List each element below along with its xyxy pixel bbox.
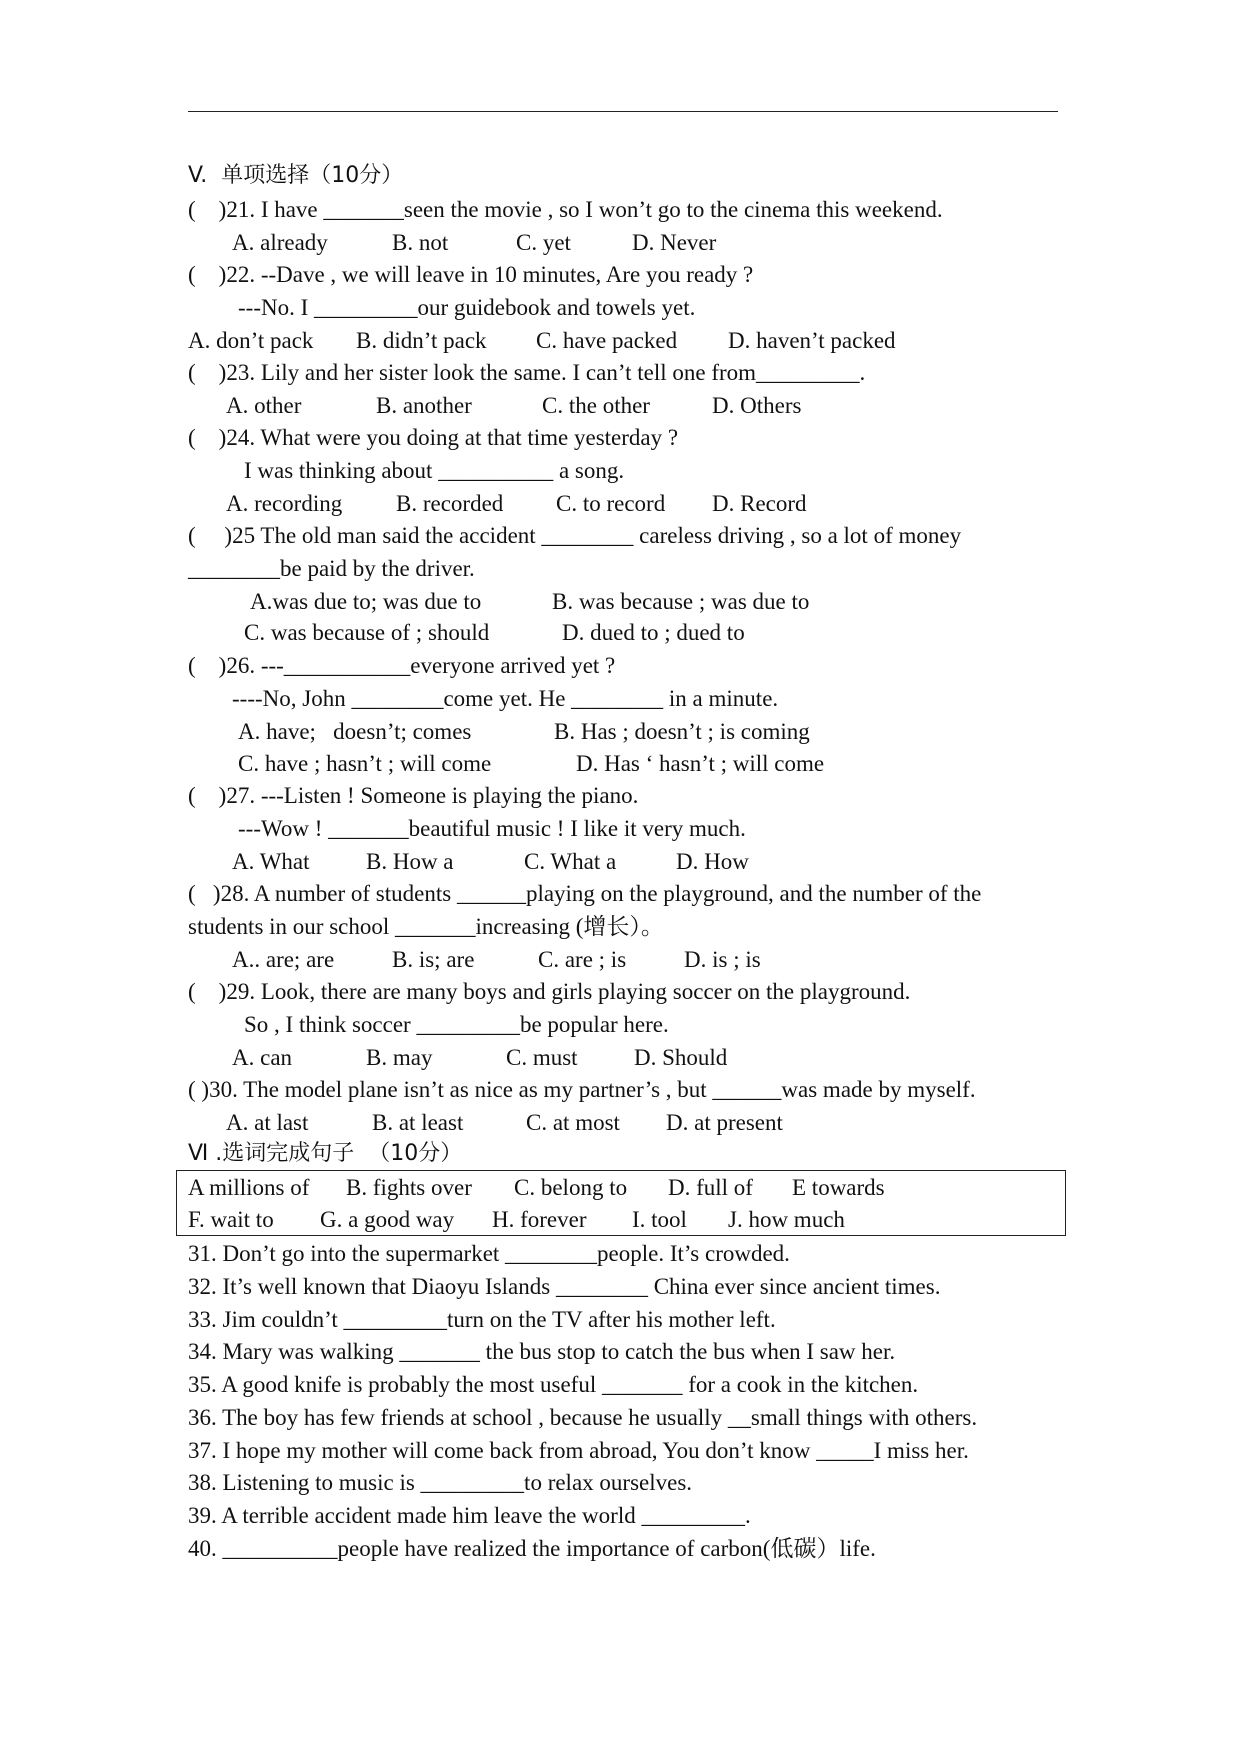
option-24-b: B. recorded [396, 491, 504, 516]
option-30-c: C. at most [526, 1110, 620, 1135]
question-22-reply: ---No. I _________our guidebook and towels yet. [238, 295, 696, 320]
option-23-c: C. the other [542, 393, 650, 418]
sentence-35: 35. A good knife is probably the most useful _______ for a cook in the kitchen. [188, 1372, 919, 1397]
sentence-36: 36. The boy has few friends at school , because he usually __small things with others. [188, 1405, 978, 1430]
option-24-a: A. recording [226, 491, 343, 516]
sentence-32: 32. It’s well known that Diaoyu Islands ________ China ever since ancient times. [188, 1274, 941, 1299]
question-25-cont: ________be paid by the driver. [188, 556, 475, 581]
option-29-c: C. must [506, 1045, 578, 1070]
sentence-34: 34. Mary was walking _______ the bus stop to catch the bus when I saw her. [188, 1339, 896, 1364]
option-29-b: B. may [366, 1045, 433, 1070]
option-22-a: A. don’t pack [188, 328, 314, 353]
sentence-40: 40. __________people have realized the importance of carbon(低碳）life. [188, 1536, 876, 1561]
option-30-a: A. at last [226, 1110, 309, 1135]
option-29-a: A. can [232, 1045, 293, 1070]
option-22-c: C. have packed [536, 328, 678, 353]
option-25-a: A.was due to; was due to [250, 589, 482, 614]
option-28-b: B. is; are [392, 947, 475, 972]
option-24-d: D. Record [712, 491, 807, 516]
option-28-c: C. are ; is [538, 947, 627, 972]
sentence-38: 38. Listening to music is _________to relax ourselves. [188, 1470, 693, 1495]
option-24-c: C. to record [556, 491, 666, 516]
option-21-c: C. yet [516, 230, 571, 255]
option-22-b: B. didn’t pack [356, 328, 487, 353]
option-22-d: D. haven’t packed [728, 328, 896, 353]
question-25: ( )25 The old man said the accident ________ careless driving , so a lot of money [188, 523, 962, 548]
sentence-31: 31. Don’t go into the supermarket ________people. It’s crowded. [188, 1241, 790, 1266]
option-25-d: D. dued to ; dued to [562, 620, 745, 645]
question-22: ( )22. --Dave , we will leave in 10 minutes, Are you ready ? [188, 262, 754, 287]
section-5-heading: V. 单项选择（10分） [188, 163, 404, 188]
option-27-a: A. What [232, 849, 310, 874]
word-bank-item: E towards [792, 1175, 885, 1200]
word-bank-item: I. tool [632, 1207, 687, 1232]
word-bank-item: J. how much [728, 1207, 845, 1232]
option-26-b: B. Has ; doesn’t ; is coming [554, 719, 810, 744]
sentence-37: 37. I hope my mother will come back from abroad, You don’t know _____I miss her. [188, 1438, 969, 1463]
option-25-b: B. was because ; was due to [552, 589, 810, 614]
option-28-d: D. is ; is [684, 947, 761, 972]
question-26: ( )26. ---___________everyone arrived yet ? [188, 653, 616, 678]
question-27: ( )27. ---Listen ! Someone is playing the piano. [188, 783, 639, 808]
option-21-d: D. Never [632, 230, 717, 255]
question-28: ( )28. A number of students ______playing on the playground, and the number of the [188, 881, 982, 906]
option-30-b: B. at least [372, 1110, 464, 1135]
option-23-d: D. Others [712, 393, 802, 418]
question-29: ( )29. Look, there are many boys and girls playing soccer on the playground. [188, 979, 911, 1004]
question-24-reply: I was thinking about __________ a song. [244, 458, 625, 483]
option-29-d: D. Should [634, 1045, 728, 1070]
question-23: ( )23. Lily and her sister look the same. I can’t tell one from_________. [188, 360, 866, 385]
option-27-b: B. How a [366, 849, 454, 874]
question-28-cont: students in our school _______increasing (增长）。 [188, 914, 664, 939]
question-21: ( )21. I have _______seen the movie , so I won’t go to the cinema this weekend. [188, 197, 943, 222]
question-29-reply: So , I think soccer _________be popular here. [244, 1012, 669, 1037]
word-bank-item: G. a good way [320, 1207, 455, 1232]
word-bank-item: C. belong to [514, 1175, 628, 1200]
section-6-heading: Ⅵ .选词完成句子 （10分） [188, 1141, 463, 1166]
word-bank-item: B. fights over [346, 1175, 472, 1200]
option-23-b: B. another [376, 393, 472, 418]
question-24: ( )24. What were you doing at that time yesterday ? [188, 425, 679, 450]
question-30: ( )30. The model plane isn’t as nice as my partner’s , but ______was made by myself. [188, 1077, 976, 1102]
option-27-d: D. How [676, 849, 749, 874]
option-30-d: D. at present [666, 1110, 783, 1135]
header-rule [188, 111, 1058, 112]
option-21-b: B. not [392, 230, 449, 255]
option-26-a: A. have; doesn’t; comes [238, 719, 472, 744]
question-26-reply: ----No, John ________come yet. He ________ in a minute. [232, 686, 779, 711]
word-bank-item: H. forever [492, 1207, 587, 1232]
option-28-a: A.. are; are [232, 947, 335, 972]
option-26-c: C. have ; hasn’t ; will come [238, 751, 492, 776]
word-bank-item: F. wait to [188, 1207, 274, 1232]
sentence-39: 39. A terrible accident made him leave the world _________. [188, 1503, 751, 1528]
option-27-c: C. What a [524, 849, 617, 874]
option-23-a: A. other [226, 393, 302, 418]
option-21-a: A. already [232, 230, 328, 255]
option-25-c: C. was because of ; should [244, 620, 490, 645]
word-bank-item: A millions of [188, 1175, 310, 1200]
question-27-reply: ---Wow ! _______beautiful music ! I like it very much. [238, 816, 746, 841]
sentence-33: 33. Jim couldn’t _________turn on the TV after his mother left. [188, 1307, 776, 1332]
word-bank-item: D. full of [668, 1175, 753, 1200]
option-26-d: D. Has ‘ hasn’t ; will come [576, 751, 825, 776]
